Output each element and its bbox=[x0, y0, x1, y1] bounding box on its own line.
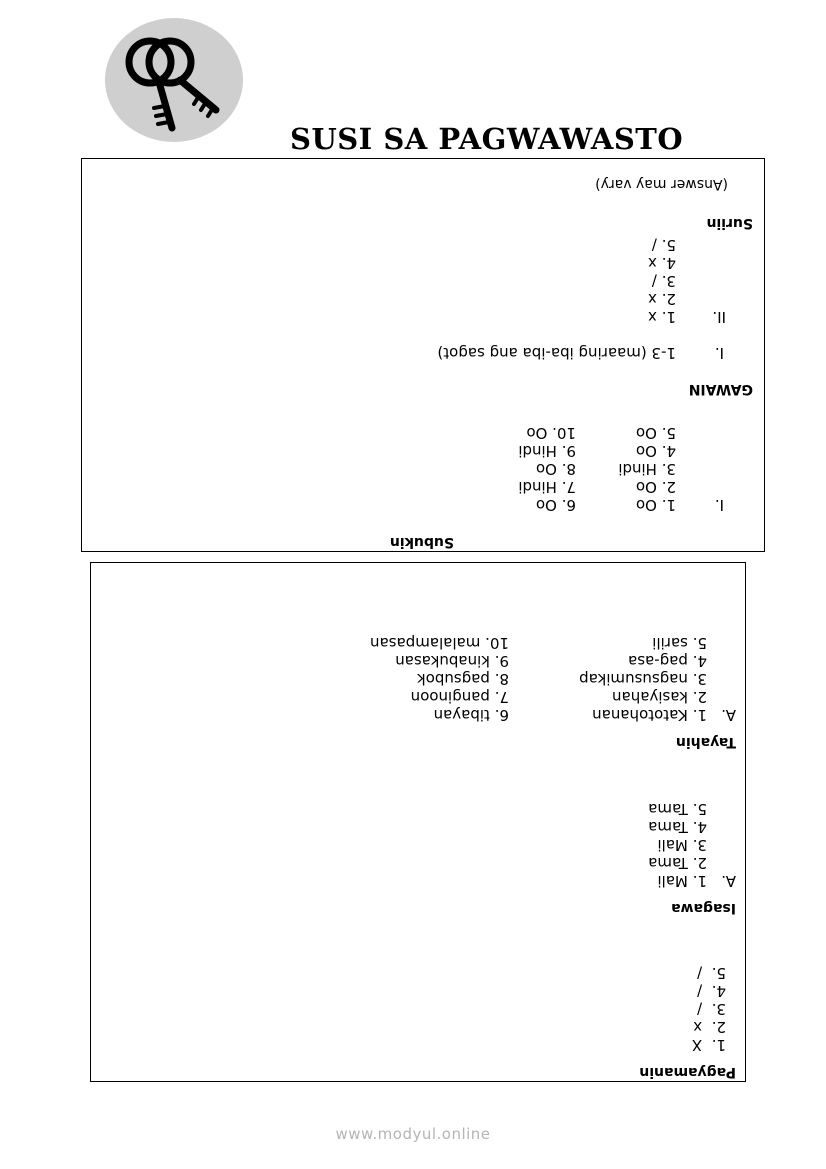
isagawa-heading: Isagawa bbox=[671, 900, 736, 916]
list-item: 2. Tama bbox=[648, 854, 707, 872]
gawain-heading: GAWAIN bbox=[688, 381, 753, 397]
list-item: 3. Hindi bbox=[618, 460, 676, 478]
list-item: 8. pagsubok bbox=[416, 670, 509, 688]
list-item: 2. x bbox=[648, 290, 676, 308]
list-item: 6. tibayan bbox=[433, 706, 509, 724]
gawain-roman-2: II. bbox=[712, 308, 726, 326]
list-item: 10. malalampasan bbox=[370, 634, 509, 652]
suriin-heading: Suriin bbox=[706, 215, 753, 231]
list-item: 7. Hindi bbox=[518, 478, 576, 496]
list-item: 1. Oo bbox=[635, 496, 676, 514]
list-item: 5. / bbox=[651, 236, 676, 254]
list-item: 1-3 (maaring iba-iba ang sagot) bbox=[437, 344, 676, 362]
answer-box-upper bbox=[81, 158, 765, 552]
list-item: 1. Mali bbox=[657, 872, 707, 890]
list-item: 5. Tama bbox=[648, 800, 707, 818]
tayahin-heading: Tayahin bbox=[675, 734, 736, 750]
pagyamanin-heading: Pagyamanin bbox=[639, 1064, 736, 1080]
footer-watermark: www.modyul.online bbox=[335, 1125, 491, 1143]
list-item: 4. / bbox=[697, 982, 726, 1000]
list-item: 2. x bbox=[693, 1018, 726, 1036]
list-item: 8. Oo bbox=[535, 460, 576, 478]
list-item: 5. sarili bbox=[652, 634, 707, 652]
list-item: 4. pag-asa bbox=[628, 652, 707, 670]
list-item: 6. Oo bbox=[535, 496, 576, 514]
isagawa-letter: A. bbox=[721, 872, 736, 890]
list-item: 4. x bbox=[648, 254, 676, 272]
answer-box-lower bbox=[90, 562, 746, 1082]
list-item: 9. Hindi bbox=[518, 442, 576, 460]
list-item: 7. panginoon bbox=[410, 688, 509, 706]
subukin-roman: I. bbox=[714, 496, 724, 514]
list-item: 1. x bbox=[648, 308, 676, 326]
list-item: 3. nagsusumikap bbox=[579, 670, 707, 688]
list-item: 4. Tama bbox=[648, 818, 707, 836]
list-item: 5. Oo bbox=[635, 424, 676, 442]
list-item: 4. Oo bbox=[635, 442, 676, 460]
list-item: 1. X bbox=[691, 1036, 726, 1054]
list-item: 3. / bbox=[651, 272, 676, 290]
list-item: 5. / bbox=[697, 964, 726, 982]
list-item: 10. Oo bbox=[526, 424, 576, 442]
subukin-heading: Subukin bbox=[389, 534, 454, 550]
list-item: 2. kasiyahan bbox=[612, 688, 707, 706]
list-item: 2. Oo bbox=[635, 478, 676, 496]
tayahin-letter: A. bbox=[721, 706, 736, 724]
gawain-roman-1: I. bbox=[714, 344, 724, 362]
page-title: SUSI SA PAGWAWASTO bbox=[290, 122, 684, 156]
keys-logo-icon bbox=[104, 18, 244, 144]
list-item: 3. / bbox=[697, 1000, 726, 1018]
list-item: 3. Mali bbox=[657, 836, 707, 854]
list-item: 9. kinabukasan bbox=[395, 652, 509, 670]
list-item: 1. Katotohanan bbox=[592, 706, 707, 724]
suriin-note: (Answer may vary) bbox=[595, 176, 728, 192]
